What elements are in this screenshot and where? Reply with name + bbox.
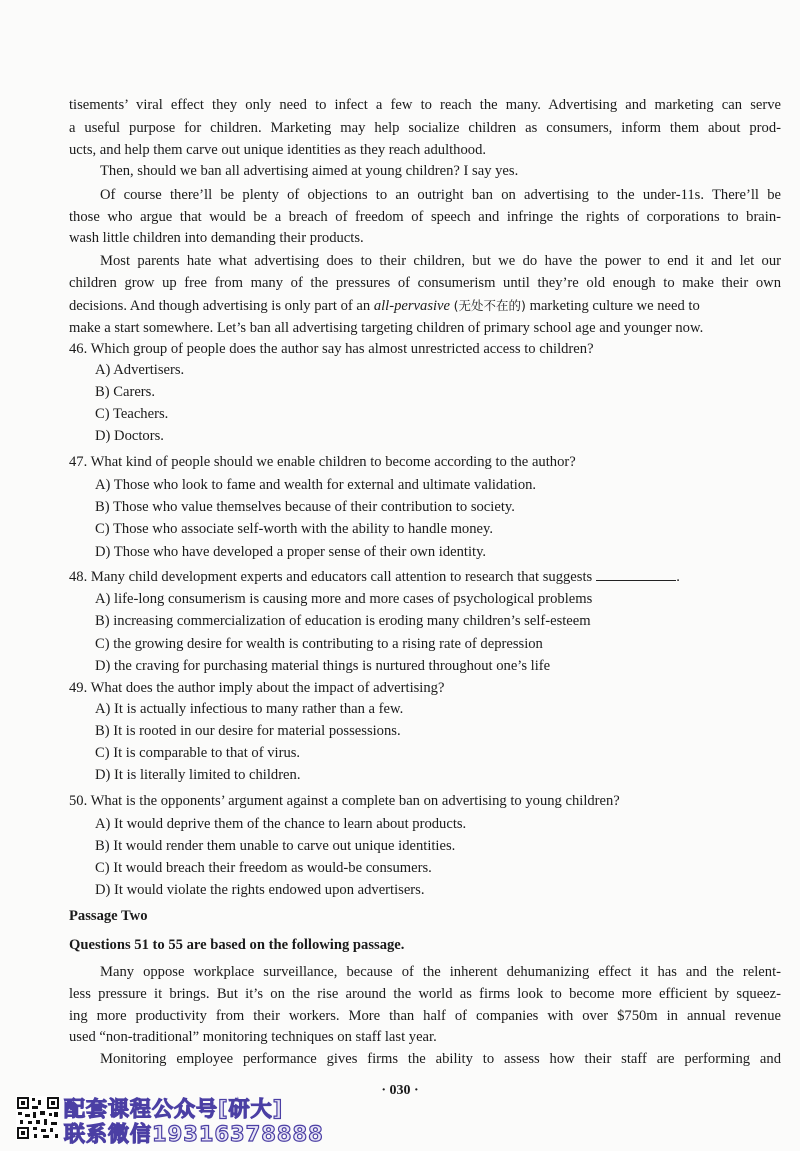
question-47-option-b: B) Those who value themselves because of their contribution to society. (95, 499, 515, 515)
question-48-option-d: D) the craving for purchasing material things is nurtured throughout one’s life (95, 658, 551, 674)
passage-line: ing more productivity from their workers. More than half of companies with over $750m in annual revenue (69, 1008, 781, 1024)
question-47-stem: 47. What kind of people should we enable children to become according to the author? (69, 454, 576, 470)
question-48-stem-text: 48. Many child development experts and educators call attention to research that suggests (69, 569, 593, 585)
passage-line: Of course there’ll be plenty of objections to an outright ban on advertising to the under-11s. There’ll be (100, 187, 781, 203)
question-48-option-c: C) the growing desire for wealth is contributing to a rising rate of depression (95, 636, 543, 652)
question-50-option-b: B) It would render them unable to carve out unique identities. (95, 838, 456, 854)
question-46-option-d: D) Doctors. (95, 428, 164, 444)
passage-line: Most parents hate what advertising does to their children, but we do have the power to end it and let our (100, 253, 781, 269)
question-49-option-c: C) It is comparable to that of virus. (95, 745, 301, 761)
question-46-option-b: B) Carers. (95, 384, 155, 400)
section-instruction: Questions 51 to 55 are based on the following passage. (69, 937, 405, 953)
question-50-option-a: A) It would deprive them of the chance to learn about products. (95, 816, 467, 832)
passage-line-with-gloss (69, 296, 781, 316)
section-heading: Passage Two (69, 908, 148, 924)
passage-line: less pressure it brings. But it’s on the rise around the world as firms look to become more efficient by squeez- (69, 986, 781, 1002)
question-46-stem: 46. Which group of people does the author say has almost unrestricted access to children? (69, 341, 594, 357)
passage-line: make a start somewhere. Let’s ban all advertising targeting children of primary school age and younger now. (69, 320, 704, 336)
passage-line: Monitoring employee performance gives firms the ability to assess how their staff are performing and (100, 1051, 781, 1067)
question-50-option-c: C) It would breach their freedom as would-be consumers. (95, 860, 432, 876)
passage-line: used “non-traditional” monitoring techniques on staff last year. (69, 1029, 437, 1045)
passage-line: wash little children into demanding their products. (69, 230, 364, 246)
answer-blank (596, 566, 676, 581)
page-number: · 030 · (381, 1083, 419, 1098)
italic-term: all-pervasive (373, 298, 451, 314)
chinese-gloss: (无处不在的) (453, 298, 526, 313)
question-49-option-a: A) It is actually infectious to many rather than a few. (95, 701, 404, 717)
passage-text: decisions. And though advertising is only part of an (69, 298, 371, 314)
question-49-stem: 49. What does the author imply about the impact of advertising? (69, 680, 445, 696)
passage-line: Then, should we ban all advertising aimed at young children? I say yes. (100, 163, 519, 179)
question-47-option-c: C) Those who associate self-worth with the ability to handle money. (95, 521, 493, 537)
question-50-stem: 50. What is the opponents’ argument against a complete ban on advertising to young children? (69, 793, 620, 809)
passage-line: tisements’ viral effect they only need to infect a few to reach the many. Advertising and marketing can serve (69, 97, 781, 113)
passage-text: marketing culture we need to (529, 298, 700, 314)
question-48-option-b: B) increasing commercialization of education is eroding many children’s self-esteem (95, 613, 591, 629)
question-46-option-c: C) Teachers. (95, 406, 169, 422)
watermark-line-2: 联系微信19316378888 (64, 1122, 324, 1146)
passage-line: Many oppose workplace surveillance, because of the inherent dehumanizing effect it has and the relent- (100, 964, 781, 980)
qr-code-icon (16, 1096, 60, 1140)
watermark-line-1: 配套课程公众号[研大] (64, 1097, 284, 1121)
question-48-option-a: A) life-long consumerism is causing more and more cases of psychological problems (95, 591, 593, 607)
question-48-stem: 48. Many child development experts and educators call attention to research that suggests . (69, 566, 781, 587)
question-46-option-a: A) Advertisers. (95, 362, 185, 378)
passage-line: a useful purpose for children. Marketing may help socialize children as consumers, inform them about prod- (69, 120, 781, 136)
passage-line: children grow up free from many of the pressures of consumerism until they’re old enough to make their own (69, 275, 781, 291)
question-49-option-b: B) It is rooted in our desire for material possessions. (95, 723, 401, 739)
passage-line: ucts, and help them carve out unique identities as they reach adulthood. (69, 142, 487, 158)
question-47-option-d: D) Those who have developed a proper sense of their own identity. (95, 544, 487, 560)
question-50-option-d: D) It would violate the rights endowed upon advertisers. (95, 882, 425, 898)
question-49-option-d: D) It is literally limited to children. (95, 767, 301, 783)
question-47-option-a: A) Those who look to fame and wealth for external and ultimate validation. (95, 477, 537, 493)
passage-line: those who argue that would be a breach of freedom of speech and infringe the rights of corporations to brain- (69, 209, 781, 225)
